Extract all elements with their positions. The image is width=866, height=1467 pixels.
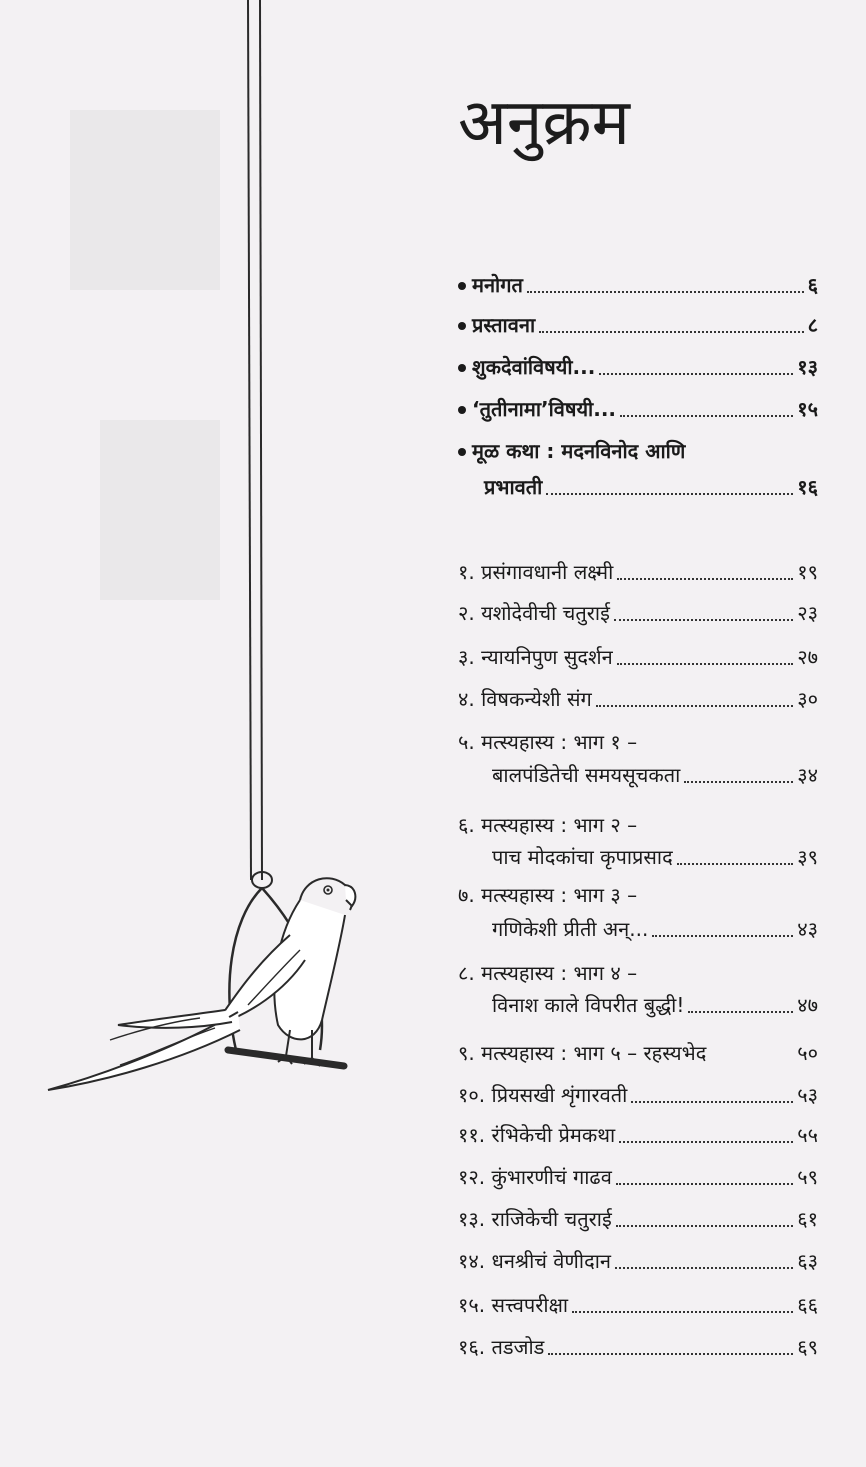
toc-entry-label: शुकदेवांविषयी... [472, 355, 596, 379]
chapter-page: ६१ [797, 1207, 818, 1231]
toc-entry-page: १५ [797, 397, 818, 421]
chapter-title: १०. प्रियसखी शृंगारवती [458, 1083, 628, 1107]
chapter-page: १९ [797, 560, 818, 584]
chapter-subtitle: विनाश काले विपरीत बुद्धी! [492, 993, 685, 1017]
chapter-title: ९. मत्स्यहास्य : भाग ५ – रहस्यभेद [458, 1041, 707, 1065]
chapter-page: ३९ [797, 845, 818, 869]
dot-leader [617, 662, 793, 665]
chapter-title: १. प्रसंगावधानी लक्ष्मी [458, 560, 614, 584]
toc-chapter[interactable] [458, 1332, 818, 1362]
bullet-icon [458, 322, 466, 330]
chapter-subtitle: बालपंडितेची समयसूचकता [492, 763, 681, 787]
dot-leader [615, 1266, 793, 1269]
toc-chapter[interactable] [458, 642, 818, 672]
toc-chapter[interactable] [458, 1204, 818, 1234]
chapter-page: ५३ [797, 1083, 818, 1107]
dot-leader [527, 290, 804, 293]
toc-chapter[interactable] [458, 1246, 818, 1276]
chapter-page: ३४ [797, 763, 818, 787]
toc-chapter[interactable] [458, 1038, 818, 1068]
dot-leader [617, 577, 793, 580]
dot-leader [616, 1224, 793, 1227]
toc-entry-label: मनोगत [472, 273, 523, 297]
chapter-title: २. यशोदेवीची चतुराई [458, 601, 610, 625]
bullet-icon [458, 364, 466, 372]
toc-entry-label: मूळ कथा : मदनविनोद आणि [472, 439, 686, 463]
chapter-title: ३. न्यायनिपुण सुदर्शन [458, 645, 613, 669]
chapter-title: ६. मत्स्यहास्य : भाग २ – [458, 813, 638, 837]
chapter-title: १४. धनश्रीचं वेणीदान [458, 1249, 611, 1273]
dot-leader [688, 1010, 793, 1013]
toc-entry-page: १३ [797, 355, 818, 379]
toc-chapter[interactable] [458, 880, 818, 910]
bullet-icon [458, 406, 466, 414]
toc-entry[interactable] [458, 436, 818, 466]
toc-entry-page: १६ [797, 475, 818, 499]
toc-entry-label: प्रभावती [484, 475, 543, 499]
dot-leader [631, 1100, 793, 1103]
toc-chapter-continuation[interactable] [492, 914, 818, 944]
dot-leader [546, 492, 793, 495]
dot-leader [619, 1140, 793, 1143]
dot-leader [684, 780, 793, 783]
chapter-title: १६. तडजोड [458, 1335, 545, 1359]
toc-entry-label: प्रस्तावना [472, 313, 536, 337]
toc-chapter[interactable] [458, 557, 818, 587]
toc-chapter[interactable] [458, 727, 818, 757]
toc-entry-label: ‘तुतीनामा’विषयी... [472, 397, 617, 421]
chapter-page: ५९ [797, 1165, 818, 1189]
dot-leader [596, 704, 793, 707]
toc-chapter[interactable] [458, 684, 818, 714]
chapter-page: २३ [797, 601, 818, 625]
dot-leader [548, 1352, 793, 1355]
page-title: अनुक्रम [458, 86, 630, 160]
toc-entry-continuation[interactable] [484, 472, 818, 502]
chapter-page: ३० [797, 687, 818, 711]
chapter-title: १२. कुंभारणीचं गाढव [458, 1165, 612, 1189]
chapter-subtitle: पाच मोदकांचा कृपाप्रसाद [492, 845, 673, 869]
dot-leader [539, 330, 803, 333]
chapter-page: ६६ [797, 1293, 818, 1317]
bullet-icon [458, 448, 466, 456]
toc-chapter-continuation[interactable] [492, 760, 818, 790]
dot-leader [599, 372, 793, 375]
toc-chapter[interactable] [458, 1120, 818, 1150]
toc-entry[interactable] [458, 270, 818, 300]
toc-chapter[interactable] [458, 1290, 818, 1320]
toc-chapter[interactable] [458, 958, 818, 988]
toc-chapter[interactable] [458, 1080, 818, 1110]
dot-leader [620, 414, 793, 417]
chapter-page: ६३ [797, 1249, 818, 1273]
bullet-icon [458, 282, 466, 290]
chapter-page: ५० [797, 1041, 818, 1065]
dot-leader [572, 1310, 793, 1313]
chapter-title: ५. मत्स्यहास्य : भाग १ – [458, 730, 638, 754]
dot-leader [614, 618, 793, 621]
chapter-title: १५. सत्त्वपरीक्षा [458, 1293, 569, 1317]
toc-entry[interactable] [458, 394, 818, 424]
chapter-page: ५५ [797, 1123, 818, 1147]
dot-leader [677, 862, 793, 865]
toc-chapter[interactable] [458, 1162, 818, 1192]
chapter-title: ११. रंभिकेची प्रेमकथा [458, 1123, 616, 1147]
toc-entry[interactable] [458, 352, 818, 382]
chapter-page: २७ [797, 645, 818, 669]
chapter-title: ४. विषकन्येशी संग [458, 687, 592, 711]
toc-entry[interactable] [458, 310, 818, 340]
chapter-page: ४३ [797, 917, 818, 941]
chapter-page: ६९ [797, 1335, 818, 1359]
toc-entry-page: ६ [807, 273, 818, 297]
chapter-title: १३. राजिकेची चतुराई [458, 1207, 612, 1231]
toc-chapter-continuation[interactable] [492, 990, 818, 1020]
chapter-subtitle: गणिकेशी प्रीती अन्... [492, 917, 649, 941]
toc-chapter[interactable] [458, 598, 818, 628]
dot-leader [710, 1058, 793, 1061]
chapter-title: ८. मत्स्यहास्य : भाग ४ – [458, 961, 638, 985]
toc-chapter[interactable] [458, 810, 818, 840]
chapter-page: ४७ [797, 993, 818, 1017]
chapter-title: ७. मत्स्यहास्य : भाग ३ – [458, 883, 638, 907]
dot-leader [616, 1182, 793, 1185]
dot-leader [652, 934, 793, 937]
toc-entry-page: ८ [807, 313, 818, 337]
toc-chapter-continuation[interactable] [492, 842, 818, 872]
